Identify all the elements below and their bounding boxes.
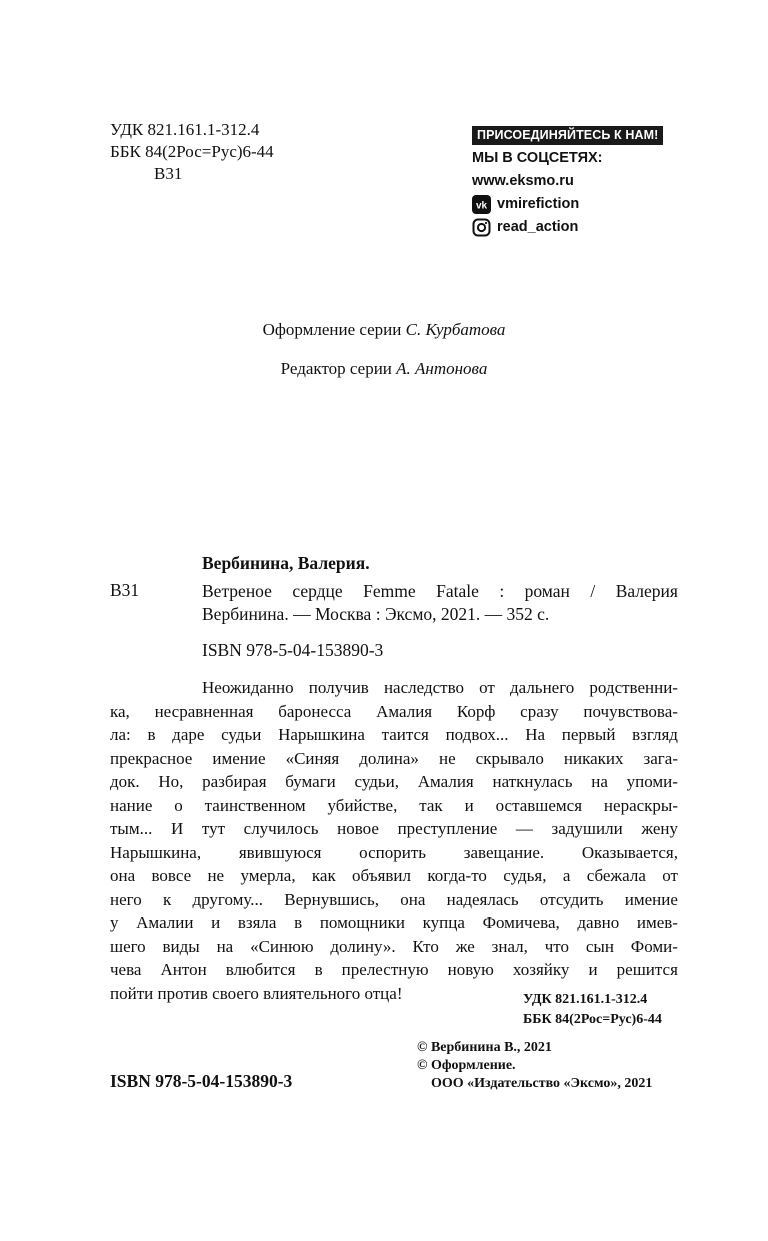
title-word: Fatale <box>436 581 479 601</box>
udk-code-right: УДК 821.161.1-312.4 <box>523 992 648 1007</box>
bbk-code: ББК 84(2Рос=Рус)6-44 <box>110 142 274 161</box>
series-editor-credit: Редактор серии А. Антонова <box>280 359 488 378</box>
social-block <box>472 126 663 239</box>
catalog-code: В31 <box>110 580 140 600</box>
annotation-line: ка, несравненная баронесса Амалия Корф сразу почувствова- <box>110 701 678 721</box>
title-word: Femme <box>363 581 416 601</box>
annotation <box>110 676 678 1005</box>
annotation-line: шего виды на «Синюю долину». Кто же знал, что сын Фоми- <box>110 936 678 956</box>
svg-text:vk: vk <box>475 200 488 212</box>
annotation-line: нание о таинственном убийстве, так и оставшемся нераскры- <box>110 795 678 815</box>
vk-handle: vmirefiction <box>497 196 580 212</box>
catalog-title-line-2: Вербинина. — Москва : Эксмо, 2021. — 352 с. <box>202 604 550 624</box>
series-design-credit: Оформление серии С. Курбатова <box>262 320 506 339</box>
annotation-line: пойти против своего влиятельного отца! <box>110 983 403 1003</box>
social-subtitle: МЫ В СОЦСЕТЯХ: <box>472 150 603 166</box>
vk-icon <box>472 195 491 214</box>
catalog-author: Вербинина, Валерия. <box>202 553 370 573</box>
annotation-line: тым... И тут случилось новое преступление — задушили жену <box>110 819 678 838</box>
annotation-line: у Амалии и взяла в помощники купца Фомичева, давно имев- <box>110 913 678 932</box>
annotation-line: она вовсе не умерла, как объявил когда-то судья, а сбежала от <box>110 866 678 885</box>
title-word: Валерия <box>615 581 678 601</box>
title-word: Ветреное <box>202 581 272 601</box>
editor-name: А. Антонова <box>396 359 488 378</box>
annotation-line: Неожиданно получив наследство от дальнего родственни- <box>202 678 678 697</box>
title-word: сердце <box>292 581 343 601</box>
catalog-title-line-1 <box>202 580 678 603</box>
instagram-handle: read_action <box>497 219 579 235</box>
title-word: роман <box>524 581 570 601</box>
codes-right <box>523 990 662 1030</box>
instagram-link[interactable] <box>472 216 663 239</box>
catalog-isbn: ISBN 978-5-04-153890-3 <box>202 640 384 660</box>
instagram-icon <box>472 218 491 237</box>
bbk-code-right: ББК 84(2Рос=Рус)6-44 <box>523 1012 662 1027</box>
annotation-line: док. Но, разбирая бумаги судьи, Амалия наткнулась на упоми- <box>110 772 678 791</box>
annotation-line: ла: в даре судьи Нарышкина таится подвох... На первый взгляд <box>110 725 678 744</box>
join-banner: ПРИСОЕДИНЯЙТЕСЬ К НАМ! <box>472 126 663 145</box>
udk-block <box>110 119 274 185</box>
designer-name: С. Курбатова <box>405 320 506 339</box>
annotation-line: прекрасное имение «Синяя долина» не скрывало никаких зага- <box>110 748 678 768</box>
catalog-title <box>202 580 678 626</box>
title-word: : <box>499 581 505 601</box>
udk-code: УДК 821.161.1-312.4 <box>110 120 260 139</box>
annotation-line: него к другому... Вернувшись, она надеялась отсудить имение <box>110 889 678 909</box>
copyright-publisher: ООО «Издательство «Эксмо», 2021 <box>431 1076 653 1091</box>
vk-link[interactable] <box>472 193 663 216</box>
copyright-design: © Оформление. <box>417 1058 516 1073</box>
copyright-block <box>417 1039 652 1093</box>
title-word: / <box>590 581 596 601</box>
copyright-author: © Вербинина В., 2021 <box>417 1040 552 1055</box>
annotation-line: чева Антон влюбится в прелестную новую хозяйку и решится <box>110 960 678 979</box>
annotation-line: Нарышкина, явившуюся оспорить завещание. Оказывается, <box>110 842 678 862</box>
site-link[interactable]: www.eksmo.ru <box>472 173 574 189</box>
isbn-bottom: ISBN 978-5-04-153890-3 <box>110 1071 293 1091</box>
author-mark: В31 <box>154 164 183 183</box>
